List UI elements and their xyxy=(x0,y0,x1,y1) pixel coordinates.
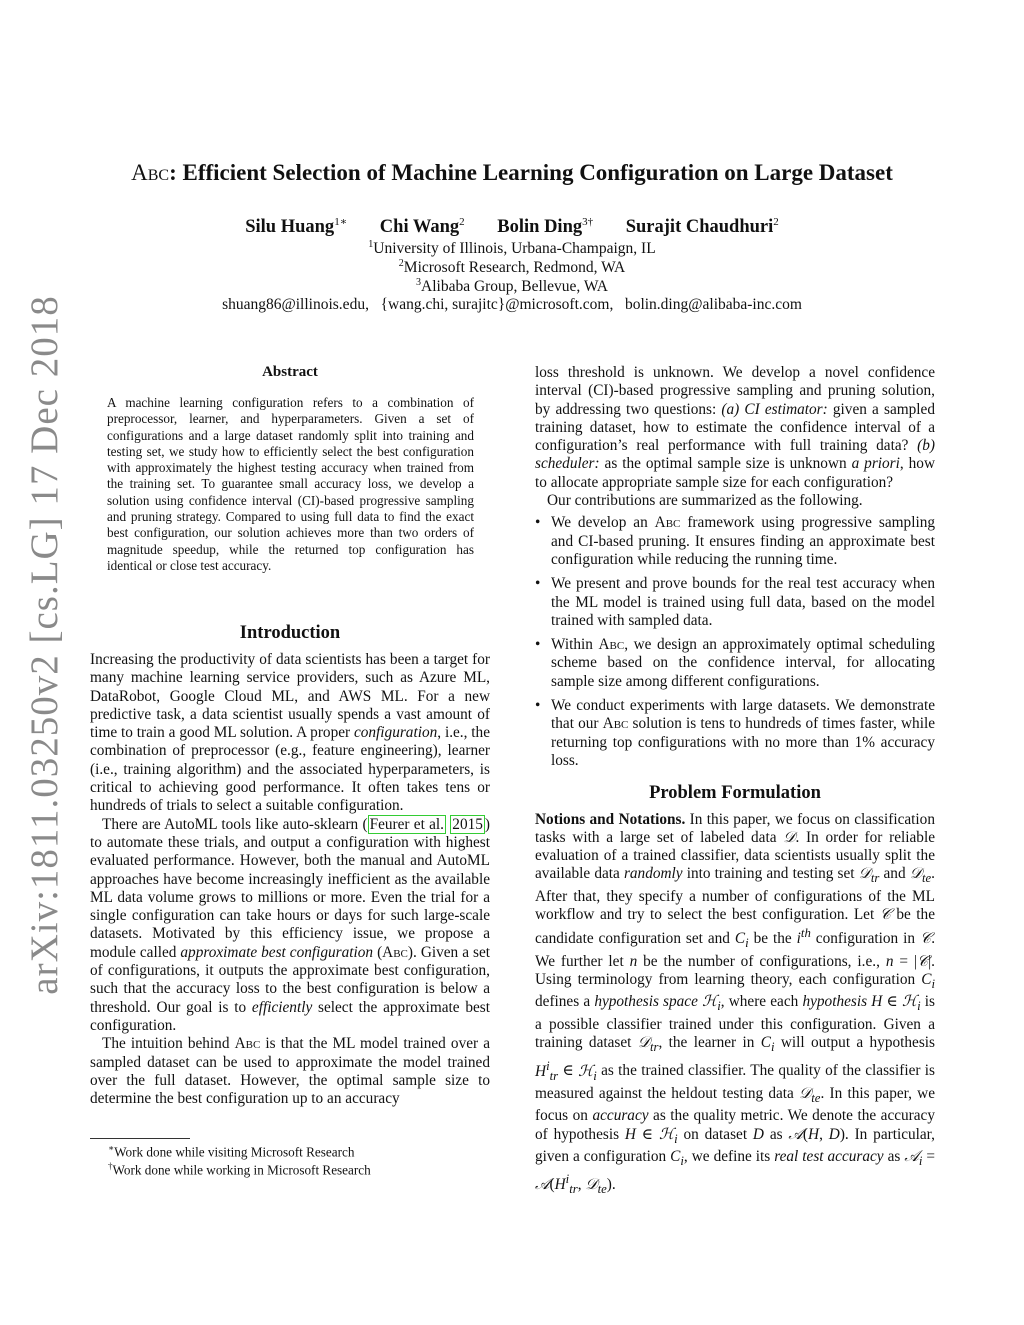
affiliation: $^1$University of Illinois, Urbana-Champaign, IL xyxy=(368,239,656,258)
right-column xyxy=(535,364,935,1199)
title-abc: Abc xyxy=(131,160,170,185)
arxiv-stamp: arXiv:1811.03250v2 [cs.LG] 17 Dec 2018 xyxy=(23,295,66,995)
list-item: • We develop an Abc framework using progressive sampling and CI-based pruning. It ensures finding an approximate best configuration while reducing the running time. xyxy=(535,514,935,569)
citation-link-year[interactable]: 2015 xyxy=(452,815,483,833)
author: Chi Wang$^2$ xyxy=(379,216,465,238)
author-list xyxy=(60,215,964,238)
author: Surajit Chaudhuri$^2$ xyxy=(625,216,779,238)
author: Bolin Ding$^{3\dagger}$ xyxy=(497,216,594,238)
problem-paragraph: Notions and Notations. In this paper, we focus on classification tasks with a large set of labeled data 𝒟. In order for reliable evaluation of a trained classifier, data scientists usually split the available data randomly into training and testing set 𝒟$_{tr}$ and 𝒟$_{te}$. After that, they specify a number of configurations of the ML workflow and try to select the best configuration. Let 𝒞 be the candidate configuration set and $C_i$ be the $i^{th}$ configuration in 𝒞. We further let n be the number of configurations, i.e., n = |𝒞|. Using terminology from learning theory, each configuration $C_i$ defines a hypothesis space ℋ$_i$, where each hypothesis H ∈ ℋ$_i$ is a possible classifier trained under this configuration. Given a training dataset 𝒟$_{tr}$, the learner in $C_i$ will output a hypothesis $H^i_{tr}$ ∈ ℋ$_i$ as the trained classifier. The quality of the classifier is measured against the heldout testing data 𝒟$_{te}$. In this paper, we focus on accuracy as the quality metric. We denote the accuracy of hypothesis H ∈ ℋ$_i$ on dataset D as 𝒜(H, D). In particular, given a configuration $C_i$, we define its real test accuracy as 𝒜$_i$ = $𝒜(H^i_{tr}$, 𝒟$_{te}$). xyxy=(535,810,936,1197)
intro-heading: Introduction xyxy=(239,623,341,643)
contribution-list xyxy=(535,514,935,770)
title-rest: : Efficient Selection of Machine Learning Configuration on Large Dataset xyxy=(169,160,893,185)
paper-title xyxy=(60,160,964,186)
abstract-text: A machine learning configuration refers to a combination of preprocessor, learner, and hyperparameters. Given a set of configurations and a large dataset randomly split into training and testing set, we study how to efficiently select the best configuration with approximately the highest testing accuracy when trained from the training set. To guarantee small accuracy loss, we develop a solution using confidence interval (CI)-based progressive sampling and pruning strategy. Compared to using full data to find the exact best configuration, our solution achieves more than two orders of magnitude speedup, while the returned top configuration has identical or close test accuracy. xyxy=(107,395,474,573)
intro-body xyxy=(90,651,490,1108)
footnote: ∗Work done while visiting Microsoft Research xyxy=(108,1143,355,1160)
email-list: shuang86@illinois.edu, {wang.chi, surajitc}@microsoft.com, bolin.ding@alibaba-inc.com xyxy=(222,296,802,313)
footnote: †Work done while working in Microsoft Research xyxy=(108,1161,371,1178)
intro-paragraph-2: There are AutoML tools like auto-sklearn ( Feurer et al. 2015 ) to automate these trials, and output a configuration with highest evaluated performance. However, both the manual and AutoML approaches have become increasingly inefficient as the available ML data volume grows to millions or more. Even the trial for a single configuration can take hours or days for such large-scale datasets. Motivated by this efficiency issue, we propose a module called approximate best configuration (Abc). Given a set of configurations, it outputs the approximate best configuration, such that the accuracy loss to the best configuration is below a threshold. Our goal is to efficiently select the approximate best configuration. xyxy=(90,815,490,1034)
footnote-rule xyxy=(90,1138,190,1139)
intro-paragraph-1: Increasing the productivity of data scientists has been a target for many machine learning service providers, such as Azure ML, DataRobot, Google Cloud ML, and AWS ML. For a new predictive task, a data scientist usually spends a vast amount of time to train a good ML solution. A proper configuration, i.e., the combination of preprocessor (e.g., feature engineering), learner (i.e., training algorithm) and the associated hyperparameters, is critical to achieving good performance. It often takes tens or hundreds of trials to select a suitable configuration. xyxy=(90,651,490,815)
right-paragraph-1: loss threshold is unknown. We develop a novel confidence interval (CI)-based progressive sampling and pruning solution, by addressing two questions: (a) CI estimator: given a sampled training dataset, how to estimate the confidence interval of a configuration’s real performance with full training data? (b) scheduler: as the optimal sample size is unknown a priori, how to allocate appropriate sample size for each configuration? xyxy=(535,364,936,491)
list-item: • We present and prove bounds for the real test accuracy when the ML model is trained using full data, based on the model trained with sampled data. xyxy=(535,575,935,630)
list-item: • We conduct experiments with large datasets. We demonstrate that our Abc solution is tens to hundreds of times faster, while returning top configurations with no more than 1% accuracy loss. xyxy=(535,697,935,770)
affiliation: $^3$Alibaba Group, Bellevue, WA xyxy=(416,277,608,296)
intro-paragraph-3: The intuition behind Abc is that the ML model trained over a sampled dataset can be used to approximate the model trained over the full dataset. However, the optimal sample size to determine the best configuration up to an accuracy xyxy=(90,1035,490,1108)
author: Silu Huang$^{1∗}$ xyxy=(245,216,348,238)
abstract-heading: Abstract xyxy=(262,364,318,380)
citation-link[interactable]: Feurer et al. xyxy=(369,815,444,833)
list-item: • Within Abc, we design an approximately optimal scheduling scheme based on the confidence interval, for allocating sample size among different configurations. xyxy=(535,636,935,691)
contributions-intro: Our contributions are summarized as the following. xyxy=(547,492,863,510)
problem-heading: Problem Formulation xyxy=(649,783,821,804)
affiliation: $^2$Microsoft Research, Redmond, WA xyxy=(398,258,626,277)
